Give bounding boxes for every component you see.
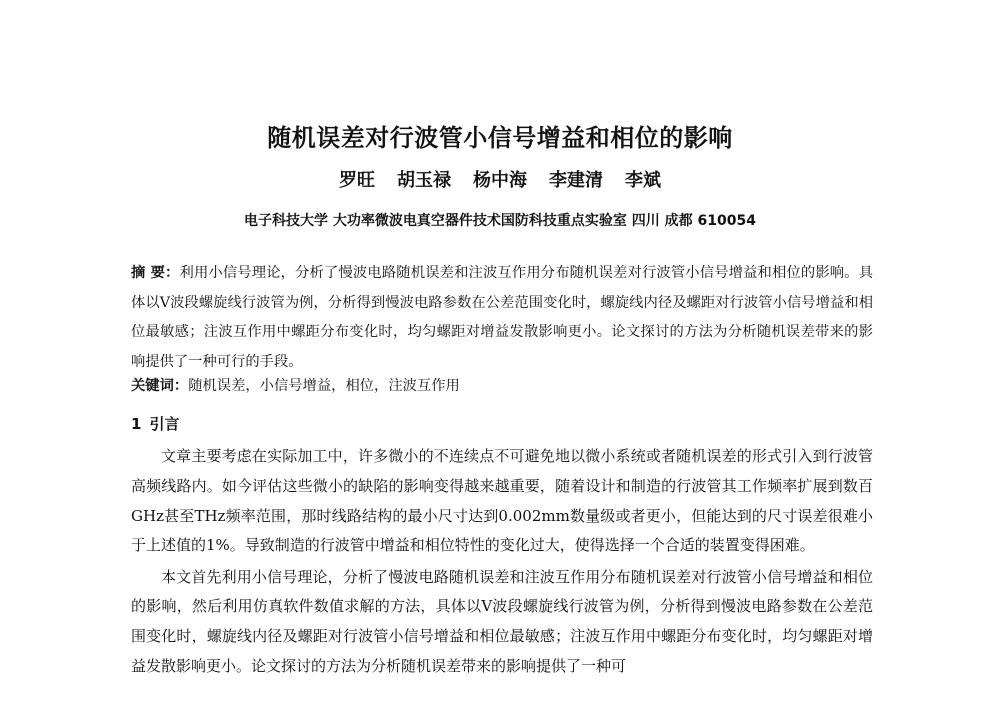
- body-paragraph: 文章主要考虑在实际加工中，许多微小的不连续点不可避免地以微小系统或者随机误差的形式引入到行波管高频线路内。如今评估这些微小的缺陷的影响变得越来越重要，随着设计和制造的行波管其工作频率扩展到数百GHz甚至THz频率范围，那时线路结构的最小尺寸达到0.002mm数量级或者更小，但能达到的尺寸误差很难小于上述值的1%。导致制造的行波管中增益和相位特性的变化过大，使得选择一个合适的装置变得困难。: [131, 447, 873, 555]
- body-text: [131, 442, 873, 683]
- paper-title: 随机误差对行波管小信号增益和相位的影响: [267, 124, 733, 152]
- keywords: [131, 374, 873, 398]
- section-title: 引言: [149, 415, 180, 433]
- author-list: [0, 168, 1000, 194]
- author-name: 罗旺: [339, 170, 375, 191]
- abstract-text: 利用小信号理论，分析了慢波电路随机误差和注波互作用分布随机误差对行波管小信号增益和相位的影响。具体以V波段螺旋线行波管为例，分析得到慢波电路参数在公差范围变化时，螺旋线内径及螺距对行波管小信号增益和相位最敏感；注波互作用中螺距分布变化时，均匀螺距对增益发散影响更小。论文探讨的方法为分析随机误差带来的影响提供了一种可行的手段。: [131, 265, 874, 370]
- body-paragraph: 本文首先利用小信号理论，分析了慢波电路随机误差和注波互作用分布随机误差对行波管小信号增益和相位的影响，然后利用仿真软件数值求解的方法，具体以V波段螺旋线行波管为例，分析得到慢波电路参数在公差范围变化时，螺旋线内径及螺距对行波管小信号增益和相位最敏感；注波互作用中螺距分布变化时，均匀螺距对增益发散影响更小。论文探讨的方法为分析随机误差带来的影响提供了一种可: [131, 567, 873, 676]
- author-name: 李斌: [625, 170, 661, 191]
- section-heading: [131, 412, 179, 436]
- author-name: 李建清: [549, 170, 603, 191]
- author-name: 胡玉禄: [397, 170, 451, 191]
- abstract: [131, 259, 873, 377]
- affiliation: 电子科技大学 大功率微波电真空器件技术国防科技重点实验室 四川 成都 610054: [244, 213, 756, 229]
- author-name: 杨中海: [473, 170, 527, 191]
- keywords-text: 随机误差，小信号增益，相位，注波互作用: [188, 378, 460, 394]
- section-number: 1: [131, 415, 142, 433]
- abstract-label: 摘 要：: [131, 265, 180, 281]
- keywords-label: 关键词：: [131, 378, 189, 394]
